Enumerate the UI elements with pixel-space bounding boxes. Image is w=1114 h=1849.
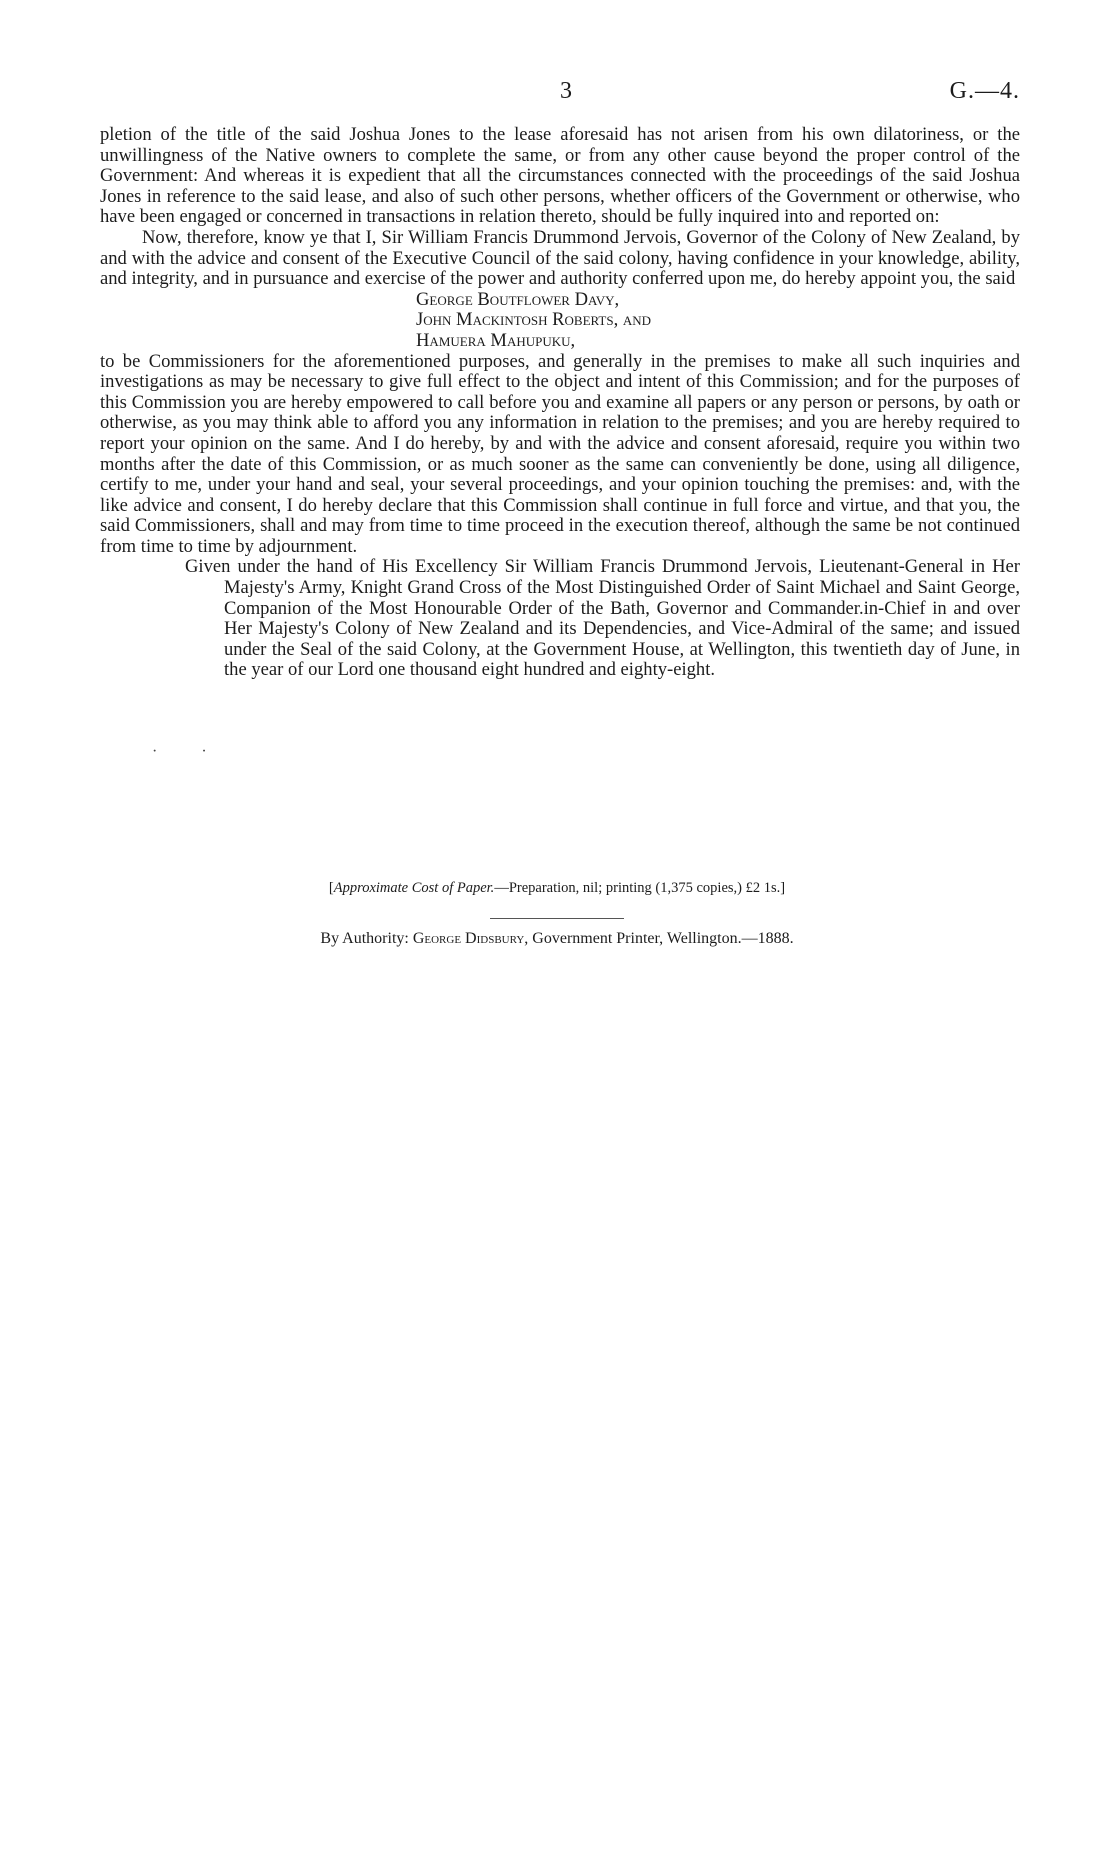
document-code: G.—4. [949, 78, 1020, 104]
paragraph-given-under: Given under the hand of His Excellency Sir William Francis Drummond Jervois, Lieutenant-General in Her Majesty's Army, Knight Grand Cross of the Most Distinguished Order of Saint Michael and Saint George, Companion of the Most Honourable Order of the Bath, Governor and Commander.in-Chief in and over Her Majesty's Colony of New Zealand and its Dependencies, and Vice-Admiral of the same; and issued under the Seal of the said Colony, at the Government House, at Wellington, this twentieth day of June, in the year of our Lord one thousand eight hundred and eighty-eight. [185, 556, 1020, 681]
cost-label: Approximate Cost of Paper. [333, 880, 495, 896]
commissioner-name: George Boutflower Davy, [416, 288, 620, 310]
scan-specks: · · [152, 743, 227, 760]
paragraph-preamble: pletion of the title of the said Joshua Jones to the lease aforesaid has not arisen from his own dilatoriness, or the unwillingness of the Native owners to complete the same, or from any other cause beyond the proper control of the Government: And whereas it is expedient that all the circumstances connected with the proceedings of the said Joshua Jones in reference to the said lease, and also of such other persons, whether officers of the Government or otherwise, who have been engaged or concerned in transactions in relation thereto, should be fully inquired into and reported on: [100, 124, 1020, 228]
cost-detail: —Preparation, nil; printing (1,375 copies,) £2 1s. [494, 880, 781, 896]
printer-name: George Didsbury, [412, 930, 529, 947]
paragraph-appointment: Now, therefore, know ye that I, Sir William Francis Drummond Jervois, Governor of the Colony of New Zealand, by and with the advice and consent of the Executive Council of the said colony, having confidence in your knowledge, ability, and integrity, and in pursuance and exercise of the power and authority conferred upon me, do hereby appoint you, the said [100, 226, 1020, 290]
printer-suffix: Government Printer, Wellington.—1888. [532, 930, 794, 947]
footer-rule [490, 918, 624, 919]
authority-prefix: By Authority: [320, 930, 409, 947]
commission-text [100, 125, 1020, 681]
page-number: 3 [560, 78, 572, 104]
commissioner-list [416, 290, 1020, 352]
commissioner-name: Hamuera Mahupuku, [416, 329, 576, 351]
commissioner-name: John Mackintosh Roberts, and [416, 309, 652, 331]
paragraph-powers: to be Commissioners for the aforementioned purposes, and generally in the premises to make all such inquiries and investigations as may be necessary to give full effect to the object and intent of this Commission; and for the purposes of this Commission you are hereby empowered to call before you and examine all papers or any person or persons, by oath or otherwise, as you may think able to afford you any information in relation to the premises; and you are hereby required to report your opinion on the same. And I do hereby, by and with the advice and consent aforesaid, require you within two months after the date of this Commission, or as much sooner as the same can conveniently be done, using all diligence, certify to me, under your hand and seal, your several proceedings, and your opinion touching the premises: and, with the like advice and consent, I do hereby declare that this Commission shall continue in full force and virtue, and that you, the said Commissioners, shall and may from time to time proceed in the execution thereof, although the same be not continued from time to time by adjournment. [100, 350, 1020, 557]
cost-of-paper-note: [Approximate Cost of Paper.—Preparation, nil; printing (1,375 copies,) £2 1s.] [328, 880, 786, 896]
printer-imprint [0, 930, 1114, 948]
page-header [100, 72, 1020, 112]
